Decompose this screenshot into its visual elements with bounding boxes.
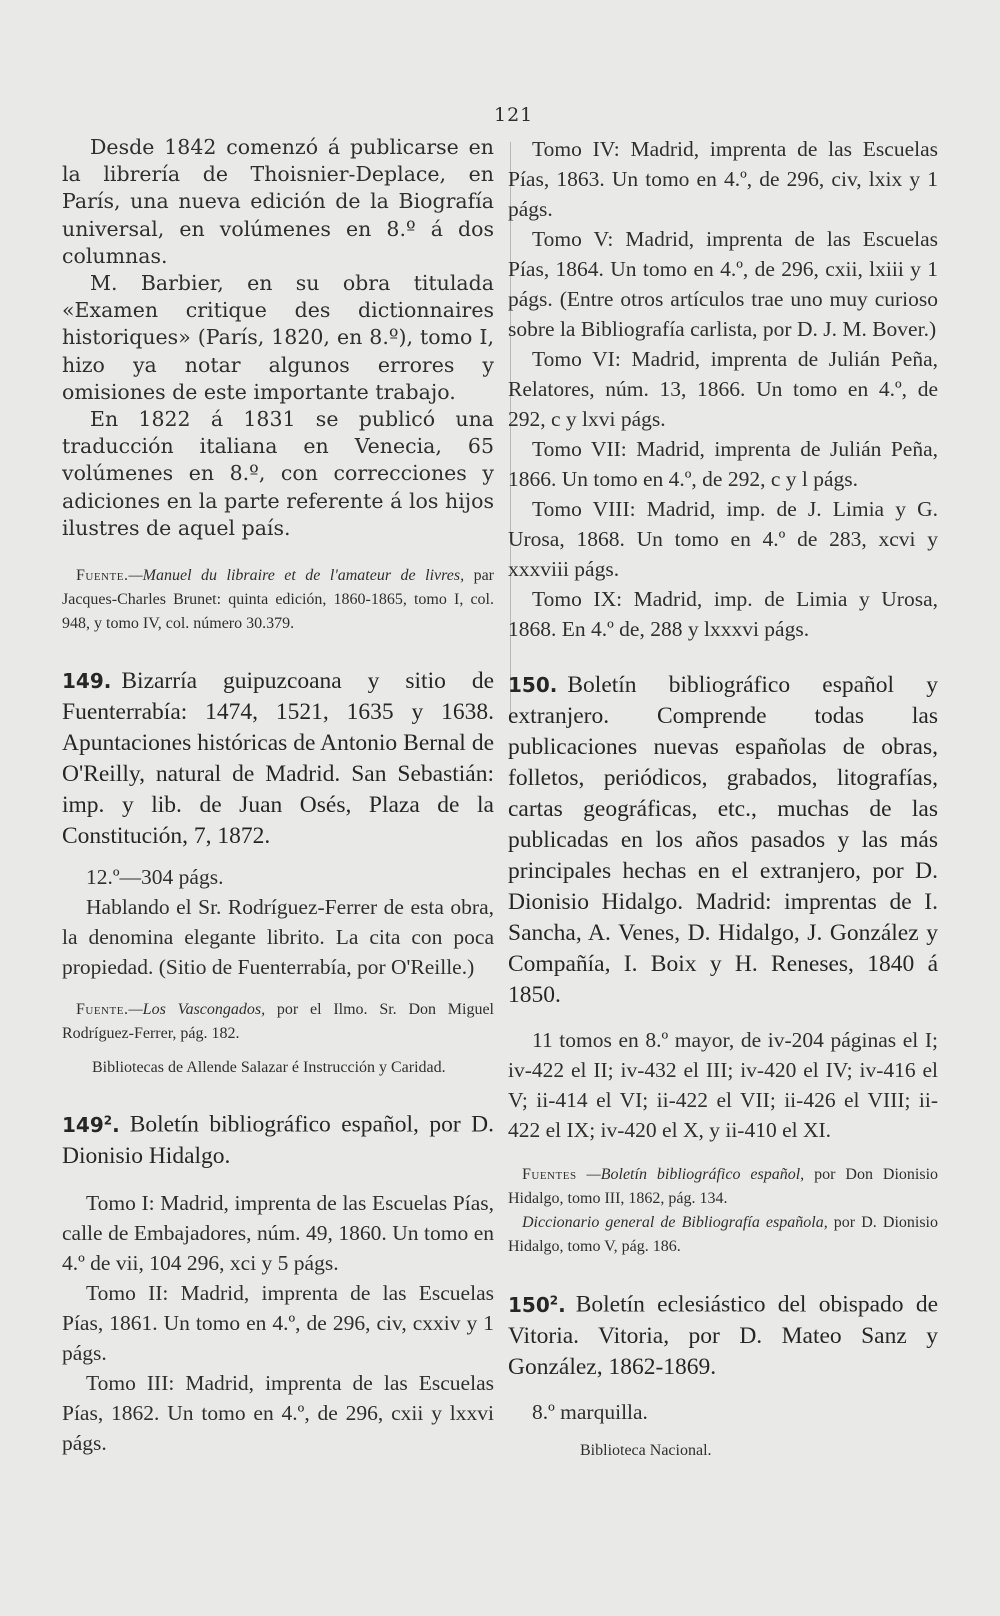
entry-149-note: Hablando el Sr. Rodríguez-Ferrer de esta obra, la denomina elegante librito. La cita con poca propiedad. (Sitio de Fuenterrabía, por O'Reille.) <box>62 895 494 980</box>
source-details: por el Ilmo. Sr. Don Miguel Rodríguez-Ferrer, pág. 182. <box>62 1001 494 1043</box>
intro-paragraph-1: Desde 1842 comenzó á publicarse en la librería de Thoisnier-Deplace, en París, una nueva edición de la Biografía universal, en volúmenes en 8.º á dos columnas. <box>62 135 494 268</box>
page-number: 121 <box>494 104 534 126</box>
source-title: —Los Vascongados, <box>128 1001 266 1019</box>
entry-150-2 <box>508 1285 938 1383</box>
entry-149-2 <box>62 1105 494 1172</box>
source-title: —Manuel du libraire et de l'amateur de livres, <box>128 567 465 585</box>
entry-title: Boletín bibliográfico español y extranjero. Comprende todas las publicaciones nuevas españolas de obras, folletos, periódicos, grabados, litografías, cartas geográficas, etc., muchas de las publicadas en los años pasados y las más principales hechas en el extranjero, por D. Dionisio Hidalgo. Madrid: imprentas de I. Sancha, A. Venes, D. Hidalgo, J. González y Compañía, I. Boix y H. Reneses, 1840 á 1850. <box>508 672 938 1008</box>
entry-150 <box>508 670 938 1011</box>
source-note-vascongados <box>62 998 494 1046</box>
tomo-8: Tomo VIII: Madrid, imp. de J. Limia y G. Urosa, 1868. Un tomo en 4.º de 283, xcvi y xxxviii págs. <box>508 497 938 581</box>
entry-number: $149^2$. <box>62 1112 120 1137</box>
entry-149 <box>62 666 494 852</box>
tomo-1: Tomo I: Madrid, imprenta de las Escuelas Pías, calle de Embajadores, núm. 49, 1860. Un tomo en 4.º de vii, 104 296, xci y 5 págs. <box>62 1190 494 1275</box>
entry-number: 150. <box>508 673 558 697</box>
entry-150-2-format: 8.º marquilla. <box>532 1399 648 1424</box>
source-label: Fuente. <box>76 567 129 585</box>
library-note: Bibliotecas de Allende Salazar é Instrucción y Caridad. <box>92 1059 446 1077</box>
tomo-9: Tomo IX: Madrid, imp. de Limia y Urosa, 1868. En 4.º de, 288 y lxxxvi págs. <box>508 587 938 641</box>
source-title: —Boletín bibliográfico español, <box>576 1166 805 1183</box>
entry-number: $150^2$. <box>508 1292 566 1317</box>
tomo-7: Tomo VII: Madrid, imprenta de Julián Peña, 1866. Un tomo en 4.º, de 292, c y l págs. <box>508 437 938 491</box>
tomo-5: Tomo V: Madrid, imprenta de las Escuelas Pías, 1864. Un tomo en 4.º, de 296, cxii, lxiii y 1 págs. (Entre otros artículos trae uno muy curioso sobre la Bibliografía carlista, por D. J. M. Bover.) <box>508 227 938 341</box>
source-note-diccionario <box>508 1211 938 1259</box>
library-note: Biblioteca Nacional. <box>580 1441 712 1459</box>
intro-paragraph-3: En 1822 á 1831 se publicó una traducción italiana en Venecia, 65 volúmenes en 8.º, con correcciones y adiciones en la parte referente á los hijos ilustres de aquel país. <box>62 407 494 540</box>
source-details: por D. Dionisio Hidalgo, tomo V, pág. 186. <box>508 1214 939 1255</box>
source-details: par Jacques-Charles Brunet: quinta edición, 1860-1865, tomo I, col. 948, y tomo IV, col. número 30.379. <box>62 567 494 633</box>
tomo-3: Tomo III: Madrid, imprenta de las Escuelas Pías, 1862. Un tomo en 4.º, de 296, cxii y lxxvi págs. <box>62 1370 494 1455</box>
entry-title: Boletín bibliográfico español, por D. Dionisio Hidalgo. <box>62 1111 494 1169</box>
source-label: Fuentes <box>522 1166 577 1183</box>
entry-number: 149. <box>62 669 112 694</box>
tomo-6: Tomo VI: Madrid, imprenta de Julián Peña, Relatores, núm. 13, 1866. Un tomo en 4.º, de 292, c y lxvi págs. <box>508 347 938 431</box>
source-title: Diccionario general de Bibliografía española, <box>522 1214 828 1231</box>
entry-title: Boletín eclesiástico del obispado de Vitoria. Vitoria, por D. Mateo Sanz y González, 1862-1869. <box>508 1291 938 1380</box>
source-label: Fuente. <box>76 1001 129 1019</box>
entry-149-format: 12.º—304 págs. <box>86 865 224 890</box>
left-column <box>62 134 494 1458</box>
source-note-boletin <box>508 1163 938 1211</box>
entry-150-format: 11 tomos en 8.º mayor, de iv-204 páginas el I; iv-422 el II; iv-432 el III; iv-420 el IV; iv-416 el V; ii-414 el VI; ii-422 el VII; ii-426 el VIII; ii-422 el IX; iv-420 el X, y ii-410 el XI. <box>508 1028 938 1142</box>
intro-paragraph-2: M. Barbier, en su obra titulada «Examen critique des dictionnaires historiques» (París, 1820, en 8.º), tomo I, hizo ya notar algunos errores y omisiones de este importante trabajo. <box>62 271 494 404</box>
source-details: por Don Dionisio Hidalgo, tomo III, 1862, pág. 134. <box>508 1166 939 1207</box>
tomo-2: Tomo II: Madrid, imprenta de las Escuelas Pías, 1861. Un tomo en 4.º, de 296, civ, cxxiv y 1 págs. <box>62 1280 494 1365</box>
tomo-4: Tomo IV: Madrid, imprenta de las Escuelas Pías, 1863. Un tomo en 4.º, de 296, civ, lxix y 1 págs. <box>508 137 938 221</box>
source-note-brunet <box>62 564 494 636</box>
right-column <box>508 134 938 1462</box>
entry-title: Bizarría guipuzcoana y sitio de Fuenterrabía: 1474, 1521, 1635 y 1638. Apuntaciones históricas de Antonio Bernal de O'Reilly, natural de Madrid. San Sebastián: imp. y lib. de Juan Osés, Plaza de la Constitución, 7, 1872. <box>62 668 494 850</box>
